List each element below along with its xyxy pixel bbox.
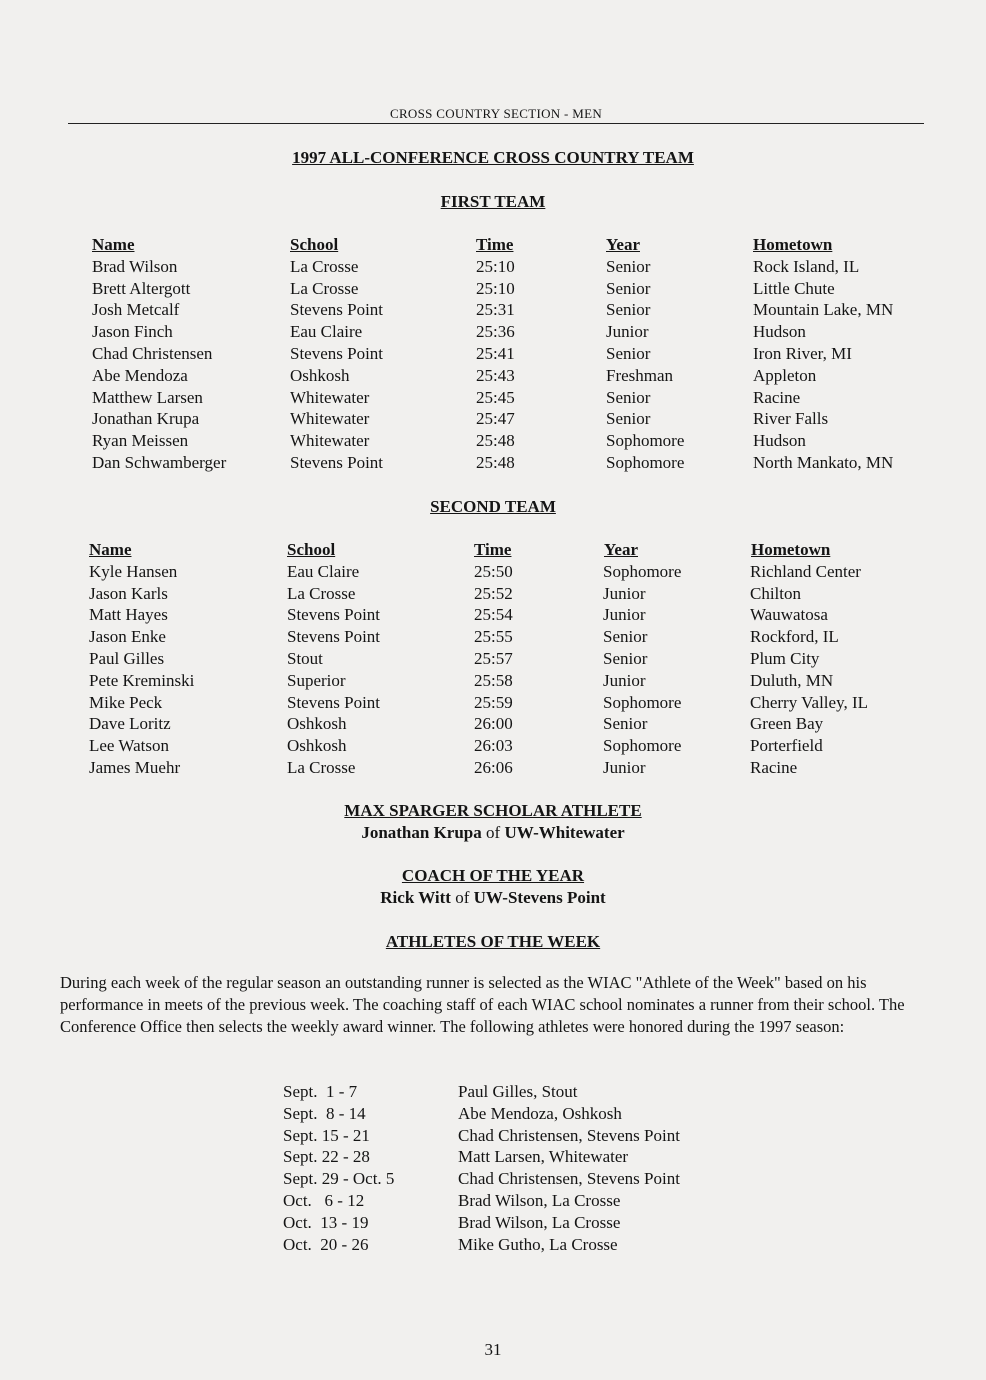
cell-time: 26:03 <box>474 736 513 756</box>
cell-time: 25:48 <box>476 452 515 472</box>
table-row <box>0 714 986 736</box>
list-item <box>0 1147 986 1169</box>
first-team-heading: FIRST TEAM <box>440 192 546 211</box>
cell-year: Sophomore <box>606 452 685 472</box>
cell-name: Lee Watson <box>89 736 169 756</box>
cell-year: Senior <box>603 648 648 668</box>
cell-school: Oshkosh <box>287 736 347 756</box>
cell-hometown: Green Bay <box>750 714 824 734</box>
page-title: 1997 ALL-CONFERENCE CROSS COUNTRY TEAM <box>292 148 694 167</box>
column-header-name: Name <box>89 540 132 559</box>
cell-name: Brad Wilson <box>92 256 178 276</box>
cell-name: Paul Gilles <box>89 648 165 668</box>
cell-time: 25:36 <box>476 322 515 342</box>
cell-hometown: Hudson <box>753 431 806 451</box>
week-athlete: Chad Christensen, Stevens Point <box>458 1125 680 1145</box>
table-row <box>0 322 986 344</box>
coach-of-year-section <box>0 866 986 908</box>
page-number: 31 <box>484 1340 502 1359</box>
cell-name: Ryan Meissen <box>92 431 189 451</box>
cell-year: Senior <box>606 409 651 429</box>
second-team-heading: SECOND TEAM <box>430 497 556 516</box>
second-team-table <box>0 540 986 780</box>
cell-school: Superior <box>287 670 346 690</box>
cell-year: Freshman <box>606 365 674 385</box>
cell-name: Pete Kreminski <box>89 670 195 690</box>
cell-time: 26:00 <box>474 714 513 734</box>
cell-year: Senior <box>606 256 651 276</box>
coach-of-year-winner <box>0 888 986 908</box>
cell-hometown: Rockford, IL <box>750 627 839 647</box>
table-row <box>0 693 986 715</box>
cell-time: 25:48 <box>476 431 515 451</box>
cell-hometown: Racine <box>753 387 801 407</box>
cell-name: Jason Enke <box>89 627 166 647</box>
cell-hometown: River Falls <box>753 409 829 429</box>
week-dates: Sept. 1 - 7 <box>283 1082 358 1101</box>
table-row <box>0 300 986 322</box>
table-header-row <box>0 540 986 562</box>
week-athlete: Paul Gilles, Stout <box>458 1082 578 1101</box>
cell-time: 25:31 <box>476 300 515 320</box>
week-athlete: Mike Gutho, La Crosse <box>458 1234 618 1254</box>
table-row <box>0 736 986 758</box>
cell-time: 25:55 <box>474 627 513 647</box>
scholar-athlete-winner <box>0 823 986 843</box>
cell-name: Josh Metcalf <box>92 300 180 320</box>
table-row <box>0 627 986 649</box>
cell-hometown: Rock Island, IL <box>753 256 860 276</box>
column-header-year: Year <box>604 540 638 559</box>
cell-hometown: Cherry Valley, IL <box>750 692 869 712</box>
cell-school: Oshkosh <box>287 714 347 734</box>
cell-time: 25:52 <box>474 583 513 603</box>
column-header-hometown: Hometown <box>753 235 833 254</box>
cell-name: Mike Peck <box>89 692 163 712</box>
cell-school: Eau Claire <box>287 561 360 581</box>
first-team-table <box>0 235 986 475</box>
coach-of-year-heading: COACH OF THE YEAR <box>401 866 585 885</box>
section-header: CROSS COUNTRY SECTION - MEN <box>68 106 924 124</box>
scholar-athlete-section <box>0 801 986 843</box>
cell-school: Whitewater <box>290 387 370 407</box>
table-row <box>0 453 986 475</box>
cell-hometown: Little Chute <box>753 278 835 298</box>
cell-school: La Crosse <box>290 278 359 298</box>
cell-hometown: Iron River, MI <box>753 343 852 363</box>
table-row <box>0 388 986 410</box>
table-row <box>0 584 986 606</box>
list-item <box>0 1104 986 1126</box>
cell-hometown: Racine <box>750 757 798 777</box>
cell-school: La Crosse <box>287 757 356 777</box>
cell-school: Eau Claire <box>290 322 363 342</box>
cell-school: Oshkosh <box>290 365 350 385</box>
cell-name: Jason Finch <box>92 322 173 342</box>
cell-school: Whitewater <box>290 409 370 429</box>
list-item <box>0 1126 986 1148</box>
cell-time: 25:50 <box>474 561 513 581</box>
scholar-athlete-heading: MAX SPARGER SCHOLAR ATHLETE <box>344 801 642 820</box>
cell-name: Jason Karls <box>89 583 168 603</box>
cell-year: Junior <box>603 605 646 625</box>
cell-school: Stevens Point <box>287 605 381 625</box>
cell-hometown: Richland Center <box>750 561 861 581</box>
cell-hometown: Wauwatosa <box>750 605 828 625</box>
cell-name: Abe Mendoza <box>92 365 188 385</box>
cell-name: Jonathan Krupa <box>92 409 200 429</box>
coach-name: Rick Witt <box>380 888 451 907</box>
scholar-name: Jonathan Krupa <box>361 823 482 842</box>
column-header-hometown: Hometown <box>751 540 831 559</box>
cell-year: Sophomore <box>606 431 685 451</box>
list-item <box>0 1082 986 1104</box>
column-header-year: Year <box>606 235 640 254</box>
cell-year: Sophomore <box>603 561 682 581</box>
week-dates: Sept. 8 - 14 <box>283 1103 366 1123</box>
cell-school: Stout <box>287 648 323 668</box>
cell-hometown: Mountain Lake, MN <box>753 300 894 320</box>
cell-hometown: North Mankato, MN <box>753 452 894 472</box>
week-athlete: Brad Wilson, La Crosse <box>458 1190 621 1210</box>
week-dates: Sept. 15 - 21 <box>283 1125 370 1145</box>
cell-name: Kyle Hansen <box>89 561 178 581</box>
table-row <box>0 649 986 671</box>
table-row <box>0 279 986 301</box>
week-athlete: Matt Larsen, Whitewater <box>458 1147 629 1167</box>
cell-year: Senior <box>606 300 651 320</box>
cell-name: Matt Hayes <box>89 605 168 625</box>
table-row <box>0 562 986 584</box>
table-row <box>0 431 986 453</box>
cell-year: Junior <box>603 583 646 603</box>
cell-name: Dave Loritz <box>89 714 171 734</box>
table-row <box>0 366 986 388</box>
cell-name: Brett Altergott <box>92 278 191 298</box>
week-dates: Oct. 13 - 19 <box>283 1212 369 1232</box>
athletes-of-week-heading: ATHLETES OF THE WEEK <box>385 932 601 951</box>
list-item <box>0 1235 986 1257</box>
cell-school: Stevens Point <box>287 692 381 712</box>
list-item <box>0 1191 986 1213</box>
scholar-school: UW-Whitewater <box>504 823 625 842</box>
week-athlete: Abe Mendoza, Oshkosh <box>458 1103 622 1123</box>
cell-time: 25:47 <box>476 409 515 429</box>
scholar-connector: of <box>481 823 505 842</box>
cell-year: Sophomore <box>603 736 682 756</box>
cell-school: La Crosse <box>287 583 356 603</box>
table-header-row <box>0 235 986 257</box>
cell-name: Matthew Larsen <box>92 387 203 407</box>
cell-year: Senior <box>606 387 651 407</box>
cell-time: 25:10 <box>476 256 515 276</box>
table-row <box>0 409 986 431</box>
table-row <box>0 758 986 780</box>
table-row <box>0 671 986 693</box>
cell-hometown: Porterfield <box>750 736 823 756</box>
coach-school: UW-Stevens Point <box>473 888 606 907</box>
week-athlete: Chad Christensen, Stevens Point <box>458 1169 680 1189</box>
cell-name: James Muehr <box>89 757 181 777</box>
cell-year: Senior <box>603 714 648 734</box>
cell-time: 25:54 <box>474 605 513 625</box>
cell-year: Senior <box>603 627 648 647</box>
cell-school: Stevens Point <box>287 627 381 647</box>
cell-name: Chad Christensen <box>92 343 213 363</box>
cell-name: Dan Schwamberger <box>92 452 227 472</box>
column-header-school: School <box>287 540 336 559</box>
cell-school: Whitewater <box>290 431 370 451</box>
athletes-of-week-list <box>0 1082 986 1256</box>
cell-time: 25:45 <box>476 387 515 407</box>
list-item <box>0 1169 986 1191</box>
cell-time: 25:57 <box>474 648 513 668</box>
cell-hometown: Appleton <box>753 365 817 385</box>
column-header-name: Name <box>92 235 135 254</box>
coach-connector: of <box>450 888 474 907</box>
column-header-time: Time <box>474 540 512 559</box>
week-dates: Oct. 20 - 26 <box>283 1234 369 1254</box>
week-dates: Sept. 29 - Oct. 5 <box>283 1169 395 1189</box>
cell-time: 25:59 <box>474 692 513 712</box>
cell-year: Junior <box>603 670 646 690</box>
cell-year: Senior <box>606 278 651 298</box>
table-row <box>0 257 986 279</box>
cell-hometown: Plum City <box>750 648 820 668</box>
athletes-of-week-description: During each week of the regular season an outstanding runner is selected as the WIAC "Athlete of the Week" based on his performance in meets of the previous week. The coaching staff of each WIAC school nominates a runner from their school. The Conference Office then selects the weekly award winner. The following athletes were honored during the 1997 season: <box>60 973 905 1036</box>
list-item <box>0 1213 986 1235</box>
cell-year: Senior <box>606 343 651 363</box>
week-dates: Sept. 22 - 28 <box>283 1147 370 1167</box>
column-header-time: Time <box>476 235 514 254</box>
cell-time: 25:41 <box>476 343 515 363</box>
cell-time: 26:06 <box>474 757 513 777</box>
cell-hometown: Chilton <box>750 583 802 603</box>
cell-time: 25:43 <box>476 365 515 385</box>
cell-hometown: Hudson <box>753 322 806 342</box>
cell-hometown: Duluth, MN <box>750 670 834 690</box>
week-dates: Oct. 6 - 12 <box>283 1190 365 1210</box>
cell-school: La Crosse <box>290 256 359 276</box>
table-row <box>0 344 986 366</box>
cell-school: Stevens Point <box>290 300 384 320</box>
cell-year: Junior <box>606 322 649 342</box>
cell-school: Stevens Point <box>290 343 384 363</box>
cell-time: 25:10 <box>476 278 515 298</box>
week-athlete: Brad Wilson, La Crosse <box>458 1212 621 1232</box>
cell-year: Junior <box>603 757 646 777</box>
column-header-school: School <box>290 235 339 254</box>
cell-year: Sophomore <box>603 692 682 712</box>
cell-time: 25:58 <box>474 670 513 690</box>
cell-school: Stevens Point <box>290 452 384 472</box>
table-row <box>0 605 986 627</box>
